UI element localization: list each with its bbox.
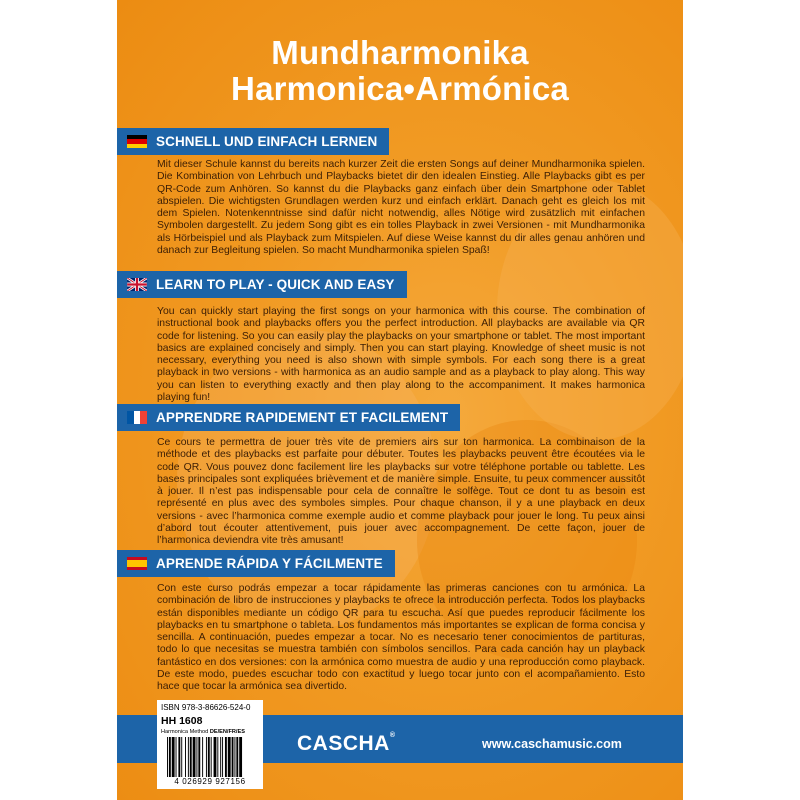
barcode-bar <box>169 737 171 777</box>
barcode-bar <box>239 737 242 777</box>
french-flag-icon <box>127 411 147 424</box>
barcode-bar <box>206 737 207 777</box>
isbn-box <box>157 700 263 789</box>
barcode-bar <box>172 737 175 777</box>
barcode-bar <box>217 737 218 777</box>
barcode-bar <box>190 737 192 777</box>
barcode-bar <box>178 737 180 777</box>
registered-mark: ® <box>389 732 396 739</box>
website-link[interactable]: www.caschamusic.com <box>482 737 622 751</box>
barcode-bar <box>202 737 203 777</box>
heading-text: APPRENDRE RAPIDEMENT ET FACILEMENT <box>156 410 449 425</box>
method-name: Harmonica Method <box>161 729 209 735</box>
barcode-bar <box>225 737 227 777</box>
heading-text: APRENDE RÁPIDA Y FÁCILMENTE <box>156 556 383 571</box>
barcode-bar <box>222 737 223 777</box>
section-heading-german <box>117 128 389 155</box>
flag-stripe <box>127 567 147 570</box>
barcode-bar <box>214 737 217 777</box>
barcode-bar <box>176 737 177 777</box>
barcode-bar <box>234 737 235 777</box>
barcode-bar <box>181 737 182 777</box>
section-body-french: Ce cours te permettra de jouer très vite de premiers airs sur ton harmonica. La combinaison de la méthode et des playbacks est parfaite pour débuter. Toutes les playbacks peuvent être écoutées via le code QR. Vous pouvez donc facilement lire les playbacks sur votre téléphone portable ou tablette. Les bases principales sont expliquées brièvement et de manière simple. Ensuite, tu peux commencer aussitôt à jouer. Il n’est pas indispensable pour cela de connaître le solfège. Tout ce dont tu as besoin est représenté en plus avec des symboles simples. Pour chaque chanson, il y a une playback en deux versions - avec l’harmonica comme exemple audio et comme playback pour jouer le long. Tu peux ainsi d’abord tout écouter attentivement, puis jouer avec accompagnement. De cette façon, jouer de l’harmonica deviendra vite très amusant! <box>157 437 645 547</box>
heading-text: SCHNELL UND EINFACH LERNEN <box>156 134 378 149</box>
brand-name: CASCHA <box>297 732 390 755</box>
isbn-text: ISBN 978-3-86626-524-0 <box>161 703 251 712</box>
brand-logo <box>297 732 396 756</box>
section-heading-french <box>117 404 460 431</box>
uk-flag-icon <box>127 278 147 291</box>
flag-stripe <box>134 411 141 424</box>
barcode-bar <box>193 737 196 777</box>
barcode-bar <box>220 737 221 777</box>
flag-stripe <box>140 411 147 424</box>
barcode-bar <box>188 737 189 777</box>
flag-stripe <box>127 144 147 148</box>
barcode-icon <box>167 737 259 777</box>
method-languages: DE/EN/FR/ES <box>209 729 245 735</box>
method-label <box>161 729 245 735</box>
section-body-spanish: Con este curso podrás empezar a tocar rápidamente las primeras canciones con tu armónica. La combinación de libro de instrucciones y playbacks te ofrece la introducción perfecta. Todos los playbacks están disponibles mediante un código QR para tu escucha. Así que puedes reproducir fácilmente los playbacks en tu smartphone o tableta. Los fundamentos más importantes se explican de forma concisa y sencilla. A continuación, puedes empezar a tocar. No es necesario tener conocimientos de partituras, todo lo que necesitas se muestra también con símbolos sencillos. Para cada canción hay un playback fantástico en dos versiones: con la armónica como muestra de audio y una reproducción como playback. De este modo, puedes escuchar todo con exactitud y luego tocar junto con el acompañamiento. Esto hace que tocar la armónica sea divertido. <box>157 583 645 693</box>
back-cover <box>117 0 683 800</box>
spanish-flag-icon <box>127 557 147 570</box>
barcode-bar <box>211 737 212 777</box>
barcode-bar <box>232 737 234 777</box>
barcode-bar <box>208 737 210 777</box>
section-heading-english <box>117 271 407 298</box>
section-body-german: Mit dieser Schule kannst du bereits nach kurzer Zeit die ersten Songs auf deiner Mundharmonika spielen. Die Kombination von Lehrbuch und Playbacks bietet dir den idealen Einstieg. Alle Playbacks gibt es per QR-Code zum Anhören. So kannst du die Playbacks ganz einfach über dein Smartphone oder Tablet abspielen. Die wichtigsten Grundlagen werden kurz und einfach erklärt. Danach geht es gleich los mit dem Spielen. Notenkenntnisse sind dafür nicht notwendig, alles Nötige wird zusätzlich mit einfachen Symbolen dargestellt. Zu jedem Song gibt es ein tolles Playback in zwei Versionen - mit Mundharmonika als Hörbeispiel und als Playback zum Mitspielen. Auf diese Weise kannst du dir alles genau anhören und danach zur Begleitung spielen. So macht Mundharmonika spielen Spaß! <box>157 159 645 257</box>
catalog-number: HH 1608 <box>161 715 203 727</box>
barcode-bar <box>196 737 197 777</box>
flag-stripe <box>127 411 134 424</box>
barcode-bar <box>185 737 186 777</box>
barcode-digits: 4 026929 927156 <box>174 777 246 786</box>
german-flag-icon <box>127 135 147 148</box>
title-line-2: Harmonica•Armónica <box>231 70 569 107</box>
barcode-bar <box>228 737 231 777</box>
barcode-bar <box>198 737 200 777</box>
barcode-bar <box>167 737 168 777</box>
section-heading-spanish <box>117 550 395 577</box>
heading-text: LEARN TO PLAY - QUICK AND EASY <box>156 277 395 292</box>
barcode-bar <box>236 737 238 777</box>
title-line-1: Mundharmonika <box>271 34 529 71</box>
section-body-english: You can quickly start playing the first songs on your harmonica with this course. The combination of instructional book and playbacks offers you the perfect introduction. All playbacks are available via QR code for listening. So you can easily play the playbacks on your smartphone or tablet. The most important basics are explained concisely and simply. Then you can start playing. Knowledge of sheet music is not necessary, everything you need is also shown with simple symbols. For each song there is a great playback in two versions - with harmonica as an audio sample and as a playback to play along. This way you can listen to everything exactly and then play along to the accompaniment. It makes harmonica playing fun! <box>157 306 645 404</box>
